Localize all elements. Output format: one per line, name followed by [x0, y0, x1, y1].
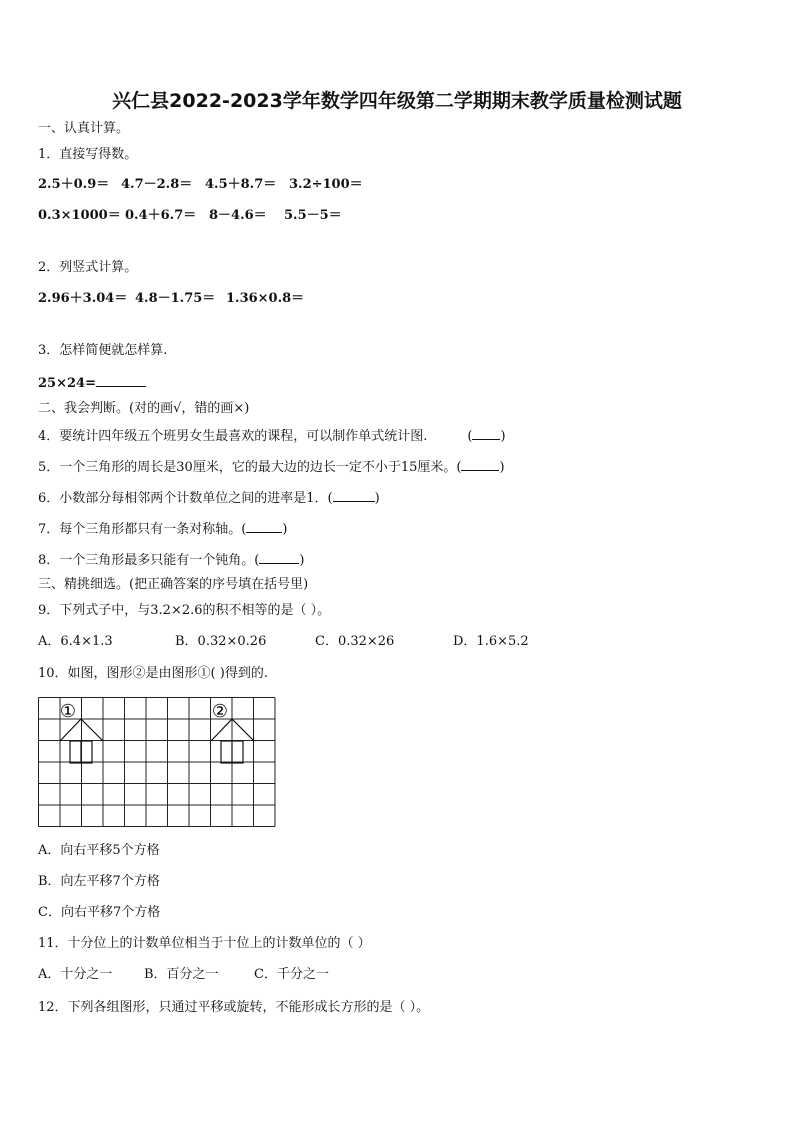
- question-7: 7．每个三角形都只有一条对称轴。( ): [38, 522, 288, 537]
- section-2-heading: 二、我会判断。(对的画√，错的画×): [38, 401, 250, 416]
- figure-2-label: ②: [211, 701, 229, 722]
- figure-1-label: ①: [59, 701, 77, 722]
- section-3-heading: 三、精挑细选。(把正确答案的序号填在括号里): [38, 577, 309, 592]
- question-10: 10．如图，图形②是由图形①( )得到的.: [38, 666, 268, 681]
- question-1-prompt: 1．直接写得数。: [38, 147, 138, 162]
- option-c[interactable]: C．0.32×26: [315, 634, 395, 649]
- option-c[interactable]: C．千分之一: [254, 967, 329, 982]
- question-8: 8．一个三角形最多只能有一个钝角。( ): [38, 553, 305, 568]
- question-2-prompt: 2．列竖式计算。: [38, 260, 138, 275]
- calc-item: 0.4＋6.7＝: [125, 208, 197, 223]
- question-5: 5．一个三角形的周长是30厘米，它的最大边的边长一定不小于15厘米。( ): [38, 460, 505, 475]
- question-3-prompt: 3．怎样简便就怎样算.: [38, 343, 168, 358]
- answer-blank[interactable]: [246, 520, 282, 533]
- calc-item: 4.5＋8.7＝: [205, 177, 277, 192]
- option-b[interactable]: B．百分之一: [144, 967, 219, 982]
- calc-item: 5.5－5＝: [284, 208, 342, 223]
- calc-item: 1.36×0.8＝: [226, 291, 305, 306]
- calc-item: 2.96＋3.04＝: [38, 291, 128, 306]
- answer-blank[interactable]: [461, 458, 499, 471]
- option-d[interactable]: D．1.6×5.2: [453, 634, 529, 649]
- question-3-expr: 25×24=: [38, 374, 146, 392]
- calc-item: 8－4.6＝: [209, 208, 267, 223]
- calc-item: 4.7－2.8＝: [121, 177, 193, 192]
- question-12: 12．下列各组图形，只通过平移或旋转，不能形成长方形的是（ ）。: [38, 1000, 430, 1015]
- calc-item: 2.5＋0.9＝: [38, 177, 110, 192]
- question-10-option-b[interactable]: B．向左平移7个方格: [38, 874, 160, 889]
- question-1-row-1: [38, 177, 363, 193]
- question-10-option-c[interactable]: C．向右平移7个方格: [38, 905, 161, 920]
- calc-item: 0.3×1000＝: [38, 208, 121, 223]
- answer-blank[interactable]: [472, 427, 500, 440]
- section-1-heading: 一、认真计算。: [38, 121, 130, 136]
- answer-blank[interactable]: [333, 489, 375, 502]
- page-title: 兴仁县2022-2023学年数学四年级第二学期期末教学质量检测试题: [112, 90, 682, 112]
- option-a[interactable]: A．十分之一: [38, 967, 113, 982]
- question-11: 11．十分位上的计数单位相当于十位上的计数单位的（ ）: [38, 936, 371, 951]
- question-6: 6．小数部分每相邻两个计数单位之间的进率是1．( ): [38, 491, 380, 506]
- question-9-options: [38, 634, 529, 650]
- translation-grid-figure: [38, 697, 278, 829]
- option-a[interactable]: A．6.4×1.3: [38, 634, 113, 649]
- answer-blank[interactable]: [259, 551, 299, 564]
- question-11-options: [38, 967, 329, 983]
- calc-item: 3.2÷100＝: [289, 177, 363, 192]
- question-9: 9．下列式子中，与3.2×2.6的积不相等的是（ ）。: [38, 603, 331, 618]
- option-b[interactable]: B．0.32×0.26: [175, 634, 267, 649]
- question-1-row-2: [38, 208, 342, 224]
- answer-blank[interactable]: [96, 374, 146, 387]
- calc-item: 4.8－1.75＝: [135, 291, 216, 306]
- question-10-option-a[interactable]: A．向右平移5个方格: [38, 843, 160, 858]
- question-2-row: [38, 291, 304, 307]
- question-4: 4．要统计四年级五个班男女生最喜欢的课程，可以制作单式统计图. ( ): [38, 429, 506, 444]
